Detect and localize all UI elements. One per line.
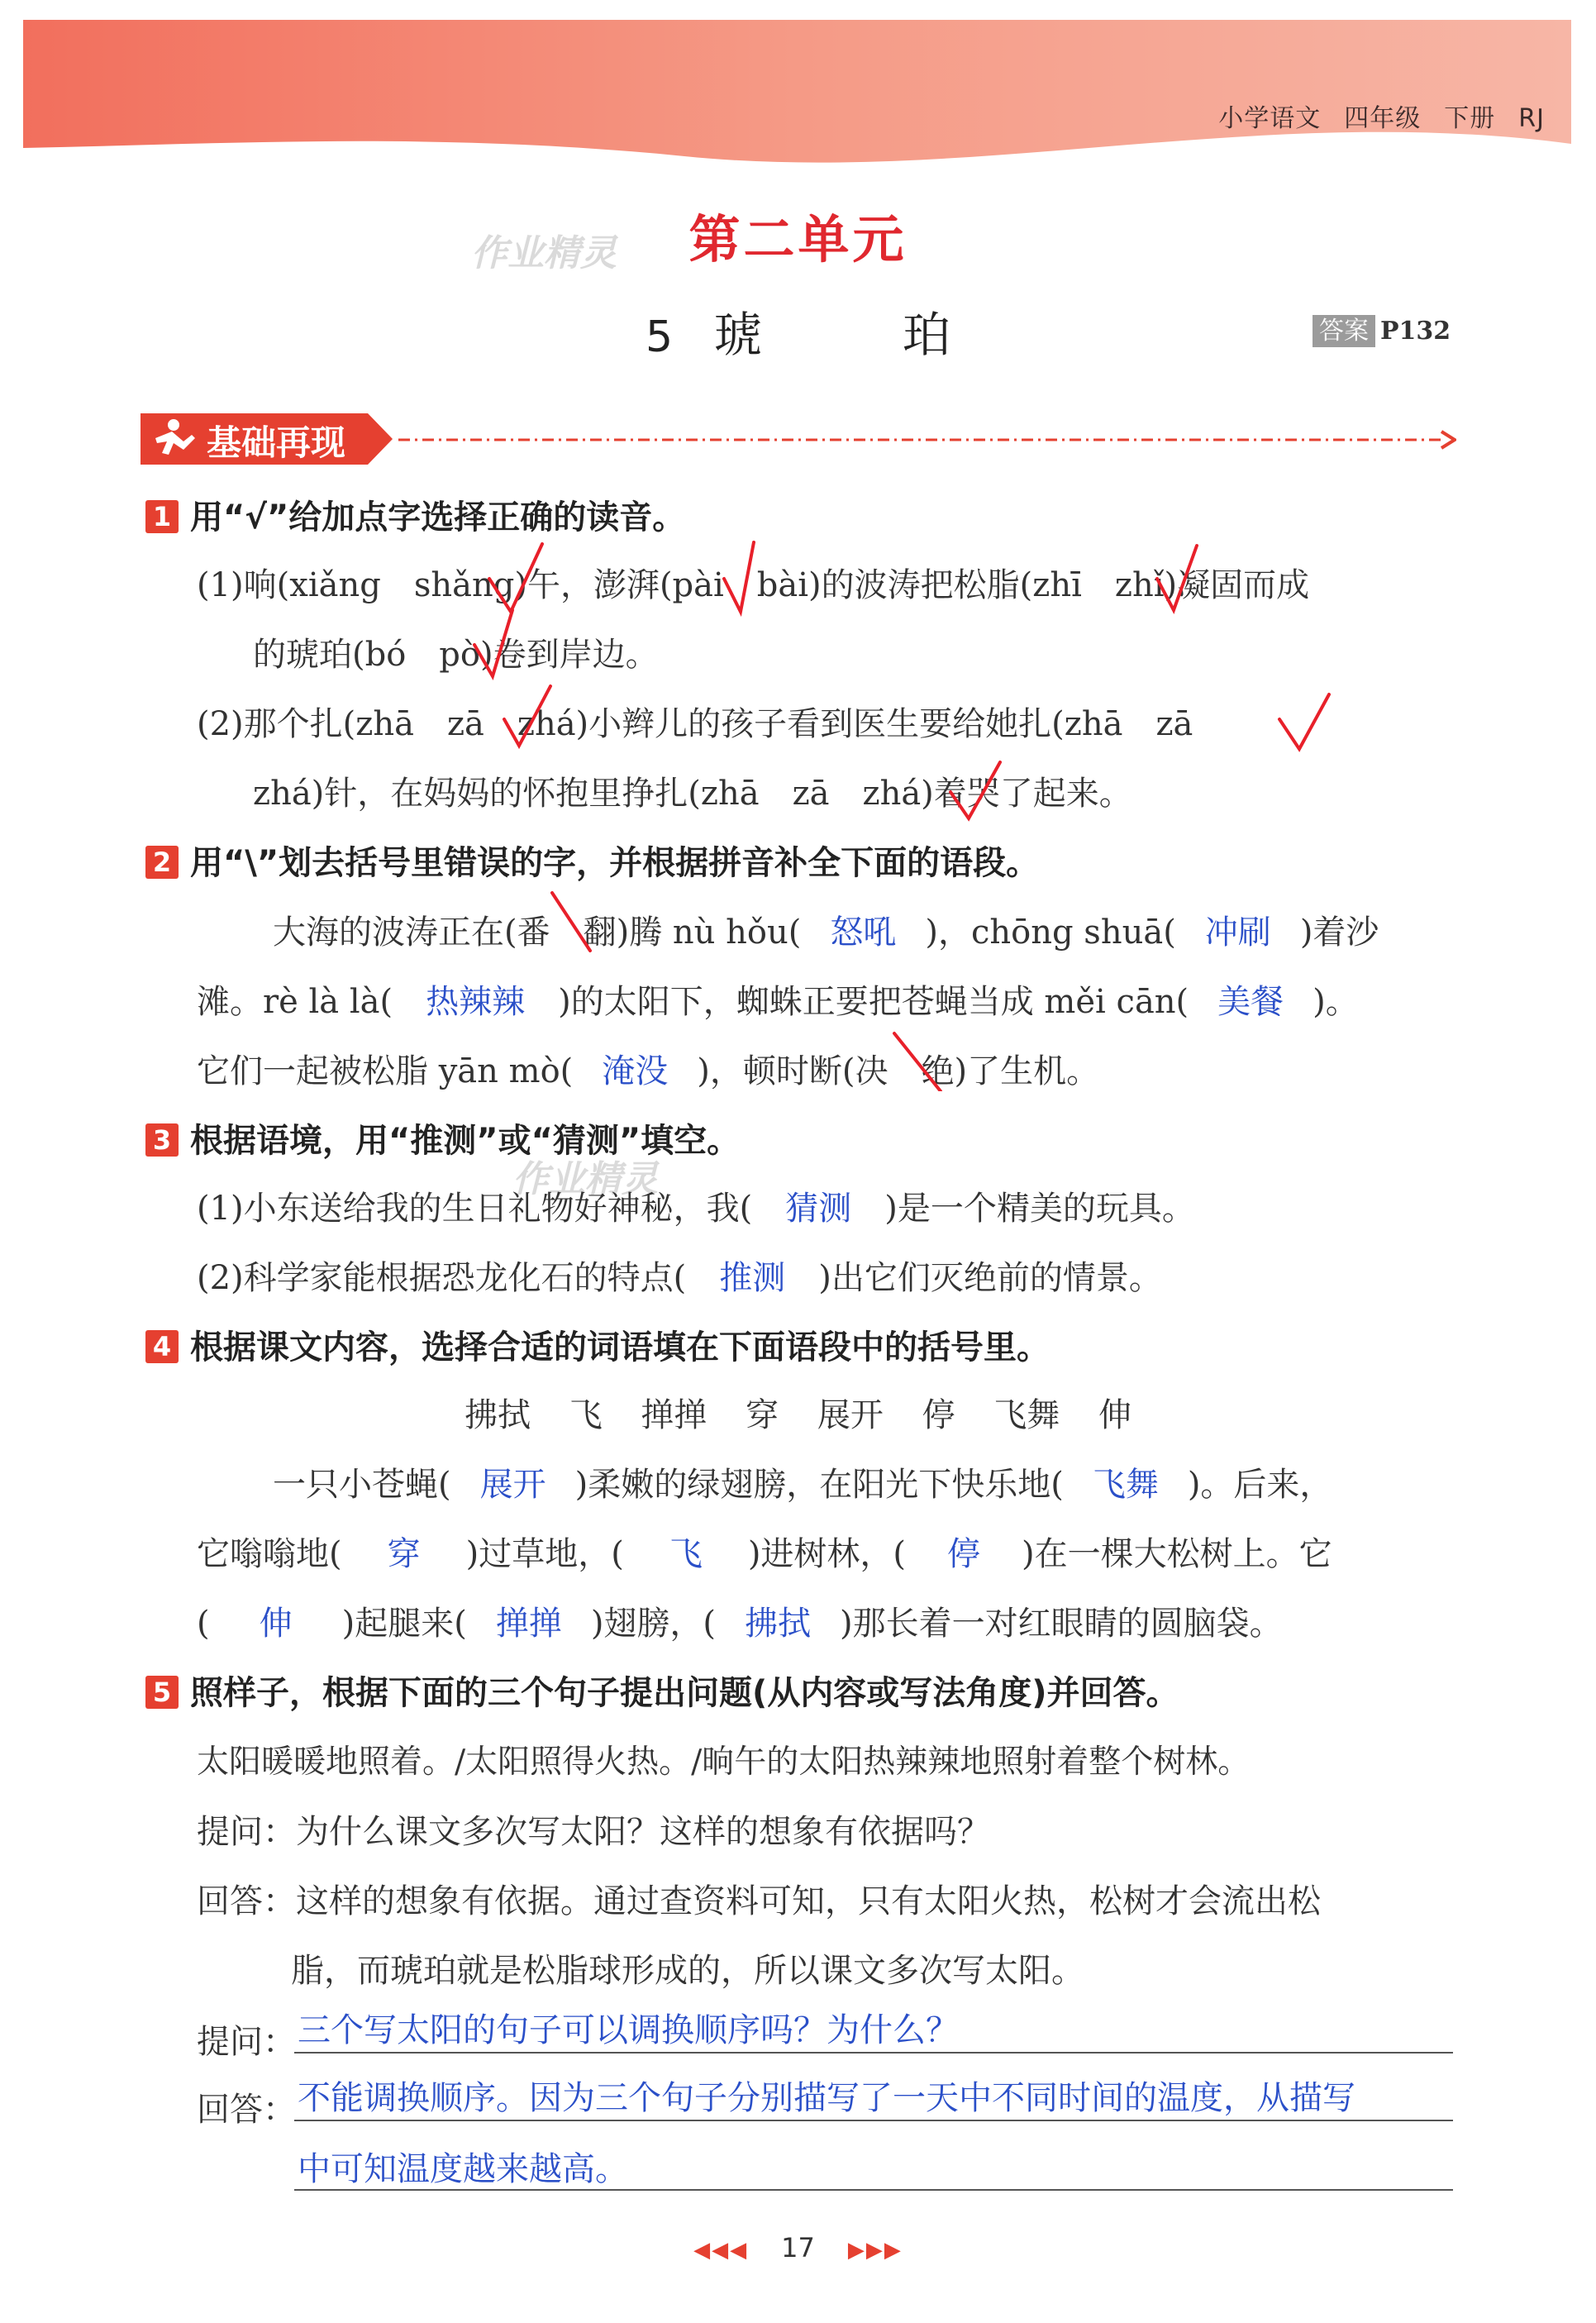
- volume: 下册: [1444, 104, 1496, 133]
- answer-line: [294, 2120, 1453, 2121]
- q2-answer-3: 热辣辣: [426, 983, 526, 1021]
- q2-title: 用“\”划去括号里错误的字，并根据拼音补全下面的语段。: [190, 844, 1040, 882]
- q5-example-question: 提问：为什么课文多次写太阳？这样的想象有依据吗？: [197, 1813, 990, 1851]
- q4-line-1: 一只小苍蝇( 展开 )柔嫩的绿翅膀，在阳光下快乐地( 飞舞 )。后来，: [273, 1458, 1332, 1505]
- q1-line-3: (2)那个扎(zhā zā zhá)小辫儿的孩子看到医生要给她扎(zhā zā: [197, 705, 1193, 743]
- q4-answer-8: 拂拭: [745, 1605, 812, 1643]
- q4-answer-4: 飞: [669, 1535, 703, 1573]
- q4-line-2: 它嗡嗡地( 穿 )过草地，( 飞 )进树林，( 停 )在一棵大松树上。它: [197, 1528, 1332, 1575]
- prev-page-arrows-icon[interactable]: ◀◀◀: [693, 2238, 749, 2263]
- q2-answer-2: 冲刷: [1204, 913, 1271, 952]
- q2-answer-5: 淹没: [602, 1052, 669, 1090]
- q3-title: 根据语境，用“推测”或“猜测”填空。: [190, 1122, 741, 1160]
- q5-answer-line-2: 中可知温度越来越高。: [298, 2150, 628, 2188]
- answer-page: P132: [1380, 317, 1451, 346]
- unit-title: 第二单元: [688, 209, 908, 270]
- watermark-top: 作业精灵: [471, 232, 617, 274]
- q4-line-3: ( 伸 )起腿来( 掸掸 )翅膀，( 拂拭 )那长着一对红眼睛的圆脑袋。: [197, 1597, 1283, 1644]
- q1-line-4: zhá)针，在妈妈的怀抱里挣扎(zhā zā zhá)着哭了起来。: [253, 775, 1132, 813]
- lesson-char-1: 琥: [714, 307, 763, 363]
- q5-example-sentences: 太阳暖暖地照着。/太阳照得火热。/晌午的太阳热辣辣地照射着整个树林。: [197, 1743, 1251, 1781]
- q4-answer-3: 穿: [387, 1535, 421, 1573]
- q5-title: 照样子，根据下面的三个句子提出问题(从内容或写法角度)并回答。: [190, 1674, 1179, 1712]
- subject: 小学语文: [1218, 104, 1322, 133]
- section-title: 基础再现: [207, 422, 346, 463]
- q4-number: 4: [145, 1330, 179, 1363]
- edition: RJ: [1518, 104, 1545, 133]
- answer-line: [294, 2189, 1453, 2191]
- q4-heading: [145, 1321, 1050, 1368]
- q5-question-answer: 三个写太阳的句子可以调换顺序吗？为什么？: [298, 2011, 959, 2049]
- q1-line-1: (1)响(xiǎng shǎng)午，澎湃(pài bài)的波涛把松脂(zhī zhǐ)凝固而成: [197, 566, 1310, 604]
- q3-answer-1: 猜测: [785, 1190, 852, 1228]
- q2-line-1: 大海的波涛正在(番 翻)腾 nù hǒu( 怒吼 )，chōng shuā( 冲刷 )着沙: [273, 906, 1379, 953]
- q2-answer-4: 美餐: [1217, 983, 1284, 1021]
- page-footer: [0, 2232, 1596, 2263]
- q2-number: 2: [145, 846, 179, 879]
- lesson-number: 5: [645, 312, 674, 362]
- q4-answer-5: 停: [947, 1535, 981, 1573]
- q2-heading: [145, 837, 1039, 884]
- page-number: 17: [781, 2232, 815, 2263]
- checkmark-icon: [1279, 694, 1329, 749]
- watermark-mid: 作业精灵: [512, 1158, 658, 1200]
- q2-line-3: 它们一起被松脂 yān mò( 淹没 )，顿时断(决 绝)了生机。: [197, 1045, 1099, 1092]
- answer-line: [294, 2052, 1453, 2053]
- q5-answer-label: 回答：: [197, 2091, 296, 2129]
- q3-line-1: (1)小东送给我的生日礼物好神秘，我( 猜测 )是一个精美的玩具。: [197, 1182, 1195, 1229]
- lesson-char-2: 珀: [903, 307, 951, 363]
- q5-heading: [145, 1667, 1179, 1714]
- q3-number: 3: [145, 1123, 179, 1157]
- q1-heading: [145, 491, 685, 538]
- q4-answer-2: 飞舞: [1092, 1466, 1159, 1504]
- answer-label: 答案: [1313, 315, 1375, 347]
- q4-answer-7: 掸掸: [495, 1605, 562, 1643]
- q5-example-answer-1: 回答：这样的想象有依据。通过查资料可知，只有太阳火热，松树才会流出松: [197, 1882, 1321, 1920]
- q5-answer-line-1: 不能调换顺序。因为三个句子分别描写了一天中不同时间的温度，从描写: [298, 2079, 1355, 2117]
- q3-line-2: (2)科学家能根据恐龙化石的特点( 推测 )出它们灭绝前的情景。: [197, 1252, 1162, 1299]
- q4-title: 根据课文内容，选择合适的词语填在下面语段中的括号里。: [190, 1328, 1050, 1367]
- q1-line-2: 的琥珀(bó pò)卷到岸边。: [253, 636, 659, 674]
- answer-page-tag[interactable]: [1313, 310, 1451, 346]
- q4-answer-1: 展开: [479, 1466, 546, 1504]
- q2-answer-1: 怒吼: [830, 913, 897, 952]
- q3-heading: [145, 1114, 740, 1162]
- section-divider: [398, 430, 1456, 450]
- q2-line-2: 滩。rè là là( 热辣辣 )的太阳下，蜘蛛正要把苍蝇当成 měi cān( 美餐 )。: [197, 975, 1359, 1023]
- q5-question-label: 提问：: [197, 2023, 296, 2061]
- q3-answer-2: 推测: [719, 1259, 786, 1297]
- q5-number: 5: [145, 1676, 179, 1709]
- grade: 四年级: [1344, 104, 1422, 133]
- q4-answer-6: 伸: [259, 1605, 293, 1643]
- next-page-arrows-icon[interactable]: ▶▶▶: [847, 2238, 903, 2263]
- q1-title: 用“√”给加点字选择正确的读音。: [190, 498, 686, 537]
- q5-example-answer-2: 脂，而琥珀就是松脂球形成的，所以课文多次写太阳。: [291, 1952, 1084, 1990]
- book-info: [1195, 98, 1545, 134]
- q1-number: 1: [145, 500, 179, 533]
- q4-word-bank: 拂拭 飞 掸掸 穿 展开 停 飞舞 伸: [464, 1396, 1131, 1434]
